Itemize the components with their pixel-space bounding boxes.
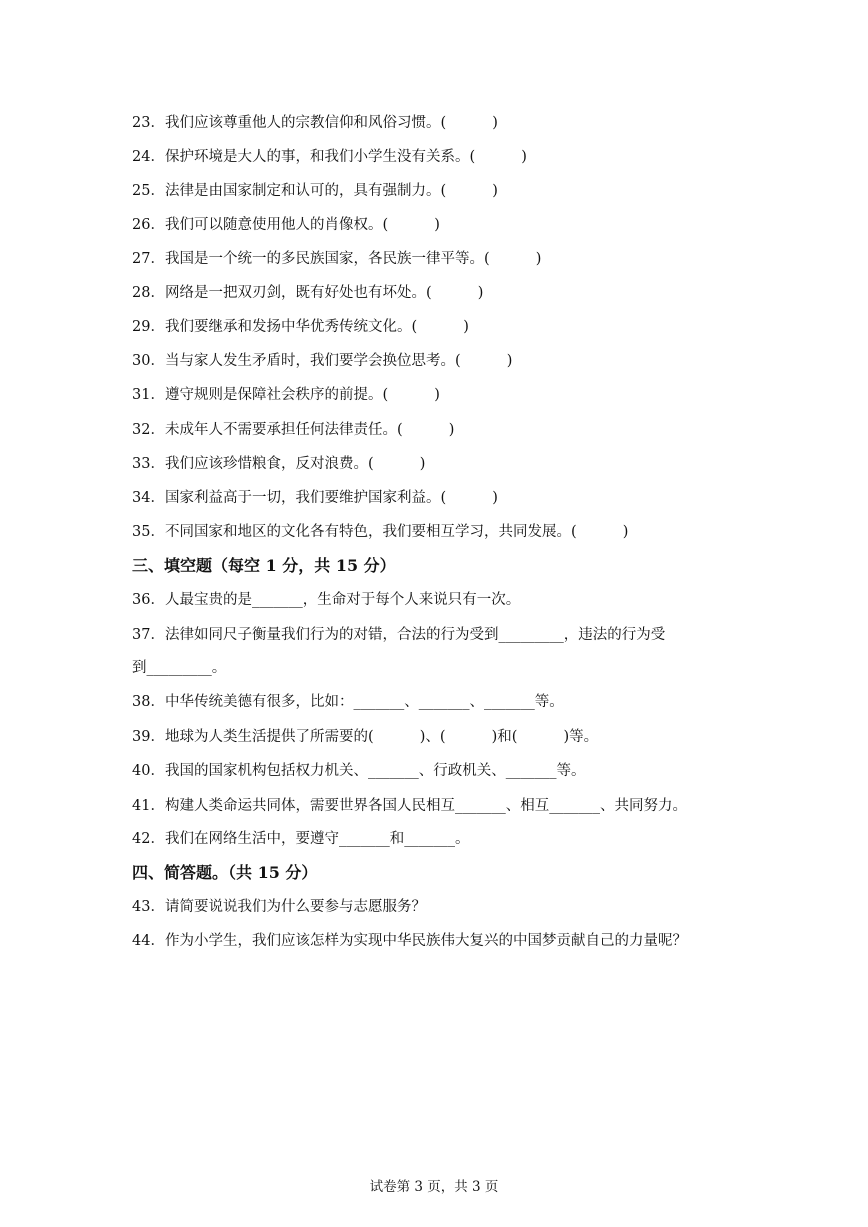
question-44: 44．作为小学生，我们应该怎样为实现中华民族伟大复兴的中国梦贡献自己的力量呢？	[132, 933, 687, 949]
question-26: 26．我们可以随意使用他人的肖像权。( )	[132, 217, 440, 233]
question-43: 43．请简要说说我们为什么要参与志愿服务？	[132, 899, 426, 915]
question-37: 37．法律如同尺子衡量我们行为的对错，合法的行为受到_________，违法的行为受	[132, 627, 666, 643]
question-24: 24．保护环境是大人的事，和我们小学生没有关系。( )	[132, 149, 527, 165]
question-31: 31．遵守规则是保障社会秩序的前提。( )	[132, 387, 440, 403]
question-32: 32．未成年人不需要承担任何法律责任。( )	[132, 422, 455, 438]
question-34: 34．国家利益高于一切，我们要维护国家利益。( )	[132, 490, 498, 506]
question-25: 25．法律是由国家制定和认可的，具有强制力。( )	[132, 183, 498, 199]
question-29: 29．我们要继承和发扬中华优秀传统文化。( )	[132, 319, 469, 335]
question-36: 36．人最宝贵的是_______，生命对于每个人来说只有一次。	[132, 592, 521, 608]
page-footer: 试卷第 3 页，共 3 页	[369, 1179, 499, 1195]
question-28: 28．网络是一把双刃剑，既有好处也有坏处。( )	[132, 285, 484, 301]
question-30: 30．当与家人发生矛盾时，我们要学会换位思考。( )	[132, 353, 513, 369]
question-33: 33．我们应该珍惜粮食，反对浪费。( )	[132, 456, 426, 472]
question-38: 38．中华传统美德有很多，比如：_______、_______、_______等。	[132, 694, 564, 710]
question-27: 27．我国是一个统一的多民族国家，各民族一律平等。( )	[132, 251, 542, 267]
question-35: 35．不同国家和地区的文化各有特色，我们要相互学习，共同发展。( )	[132, 524, 629, 540]
section-title-fill-blank: 三、填空题（每空 1 分，共 15 分）	[132, 556, 396, 575]
question-42: 42．我们在网络生活中，要遵守_______和_______。	[132, 831, 470, 847]
question-37-continued: 到_________。	[132, 660, 227, 676]
question-41: 41．构建人类命运共同体，需要世界各国人民相互_______、相互_______、共同努力。	[132, 798, 687, 814]
question-23: 23．我们应该尊重他人的宗教信仰和风俗习惯。( )	[132, 115, 498, 131]
section-title-short-answer: 四、简答题。（共 15 分）	[132, 863, 318, 882]
question-39: 39．地球为人类生活提供了所需要的( )、( )和( )等。	[132, 729, 599, 745]
question-40: 40．我国的国家机构包括权力机关、_______、行政机关、_______等。	[132, 763, 586, 779]
